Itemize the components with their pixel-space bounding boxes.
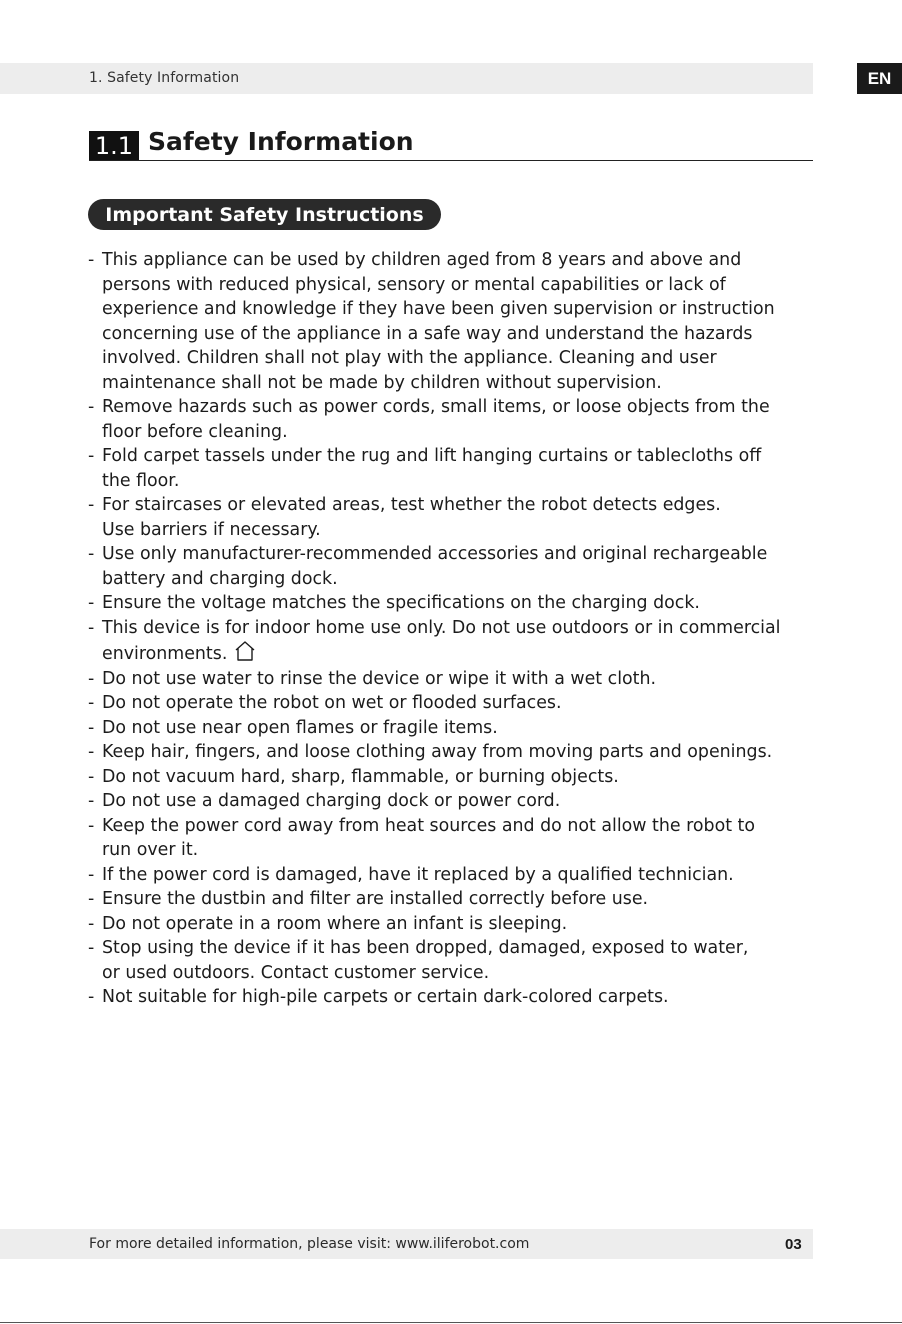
bottom-rule [0, 1322, 902, 1323]
section-heading [89, 128, 813, 161]
instruction-item [88, 395, 812, 444]
instruction-item [88, 887, 812, 912]
footer-website-note: For more detailed information, please visit: www.iliferobot.com [89, 1236, 530, 1252]
bullet-dash: - [88, 742, 95, 762]
instruction-text: Do not use a damaged charging dock or power cord. [102, 791, 561, 811]
instruction-item [88, 667, 812, 692]
instruction-text: Not suitable for high-pile carpets or certain dark-colored carpets. [102, 987, 669, 1007]
instruction-text: Ensure the voltage matches the specifications on the charging dock. [102, 593, 700, 613]
bullet-dash: - [88, 593, 95, 613]
instruction-item [88, 716, 812, 741]
instruction-text: Remove hazards such as power cords, small items, or loose objects from the floor before cleaning. [102, 397, 770, 442]
breadcrumb: 1. Safety Information [89, 70, 240, 86]
instruction-item [88, 740, 812, 765]
instruction-item [88, 765, 812, 790]
bullet-dash: - [88, 397, 95, 417]
bullet-dash: - [88, 815, 95, 836]
bullet-dash: - [88, 791, 95, 811]
instruction-text: This appliance can be used by children aged from 8 years and above and persons with reduced physical, sensory or mental capabilities or lack of experience and knowledge if they have been given supervision or instruction concerning use of the appliance in a safe way and understand the hazards involved. Children shall not play with the appliance. Cleaning and user maintenance shall not be made by children without supervision. [102, 250, 775, 393]
instruction-text: Do not use water to rinse the device or wipe it with a wet cloth. [102, 668, 657, 689]
instruction-item [88, 863, 812, 888]
instruction-item [88, 691, 812, 716]
instruction-list [88, 248, 812, 1010]
instruction-text: If the power cord is damaged, have it replaced by a qualified technician. [102, 864, 734, 885]
instruction-text: Use only manufacturer-recommended accessories and original rechargeable battery and charging dock. [102, 544, 768, 589]
instruction-text: Do not vacuum hard, sharp, flammable, or burning objects. [102, 766, 619, 787]
bullet-dash: - [88, 250, 95, 270]
bullet-dash: - [88, 668, 95, 689]
bullet-dash: - [88, 693, 95, 713]
bullet-dash: - [88, 766, 95, 787]
house-icon [233, 640, 257, 662]
instruction-text: Do not operate the robot on wet or flooded surfaces. [102, 693, 562, 713]
instruction-text: Keep the power cord away from heat sources and do not allow the robot to run over it. [102, 815, 756, 860]
instruction-item [88, 912, 812, 937]
bullet-dash: - [88, 987, 95, 1007]
instruction-item [88, 616, 812, 667]
instruction-item [88, 936, 812, 985]
bullet-dash: - [88, 544, 95, 564]
bullet-dash: - [88, 889, 95, 909]
subsection-pill: Important Safety Instructions [88, 199, 441, 230]
bullet-dash: - [88, 717, 95, 738]
bullet-dash: - [88, 495, 95, 515]
bullet-dash: - [88, 617, 95, 638]
language-tab: EN [857, 63, 902, 94]
instruction-item [88, 248, 812, 395]
instruction-text: Ensure the dustbin and filter are installed correctly before use. [102, 889, 649, 909]
instruction-text: This device is for indoor home use only. Do not use outdoors or in commercial environments. [102, 617, 781, 664]
instruction-text: Stop using the device if it has been dropped, damaged, exposed to water, or used outdoors. Contact customer service. [102, 938, 749, 983]
bullet-dash: - [88, 446, 95, 466]
bullet-dash: - [88, 938, 95, 958]
bullet-dash: - [88, 864, 95, 885]
instruction-text: Keep hair, fingers, and loose clothing away from moving parts and openings. [102, 742, 773, 762]
instruction-text: For staircases or elevated areas, test whether the robot detects edges. Use barriers if necessary. [102, 495, 721, 540]
instruction-text: Do not use near open flames or fragile items. [102, 717, 498, 738]
instruction-item [88, 542, 812, 591]
section-number: 1.1 [89, 131, 139, 160]
section-title: Safety Information [148, 127, 414, 156]
instruction-item [88, 444, 812, 493]
bullet-dash: - [88, 913, 95, 934]
instruction-item [88, 493, 812, 542]
instruction-item [88, 789, 812, 814]
instruction-item [88, 591, 812, 616]
instruction-text: Fold carpet tassels under the rug and lift hanging curtains or tablecloths off the floor. [102, 446, 762, 491]
page-number: 03 [785, 1236, 802, 1253]
instruction-item [88, 985, 812, 1010]
instruction-item [88, 814, 812, 863]
instruction-text: Do not operate in a room where an infant is sleeping. [102, 913, 568, 934]
